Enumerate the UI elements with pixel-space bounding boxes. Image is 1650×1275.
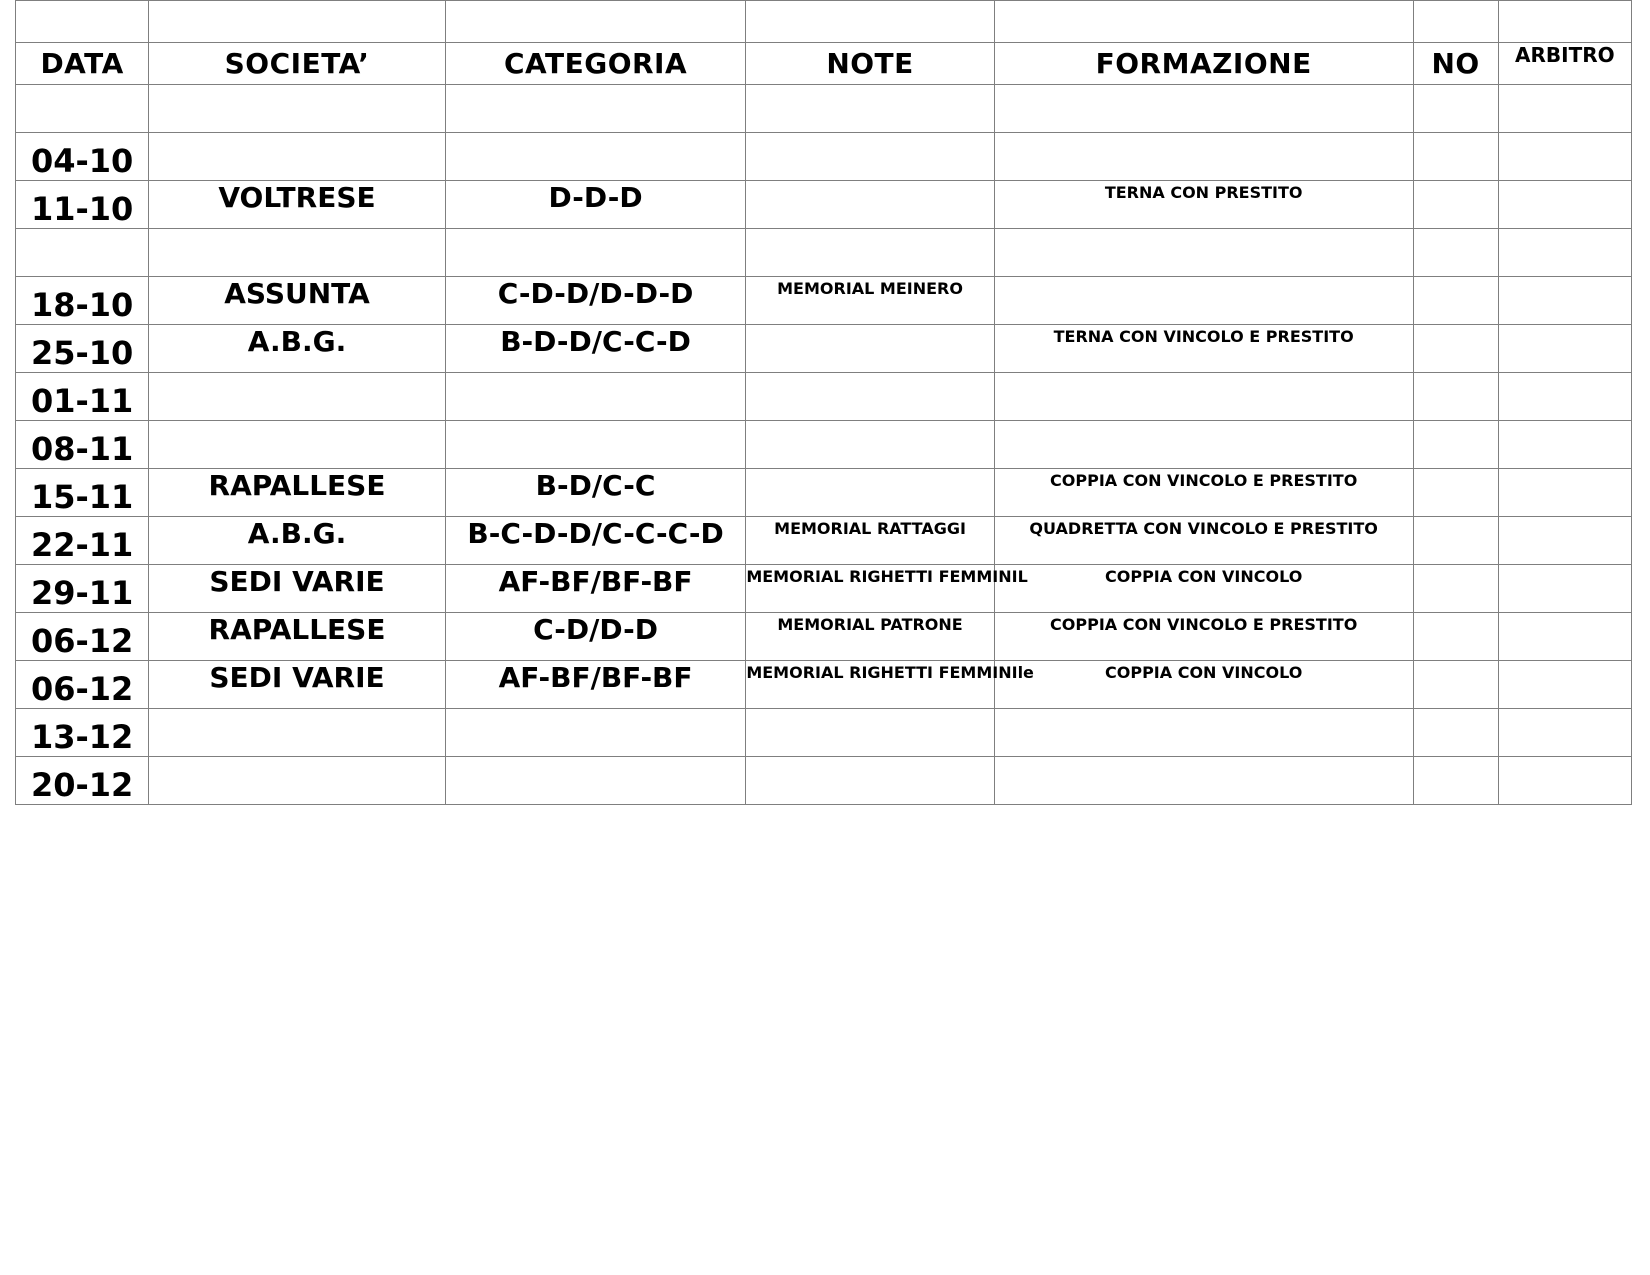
categoria-cell	[445, 757, 746, 805]
no-cell	[1413, 517, 1498, 565]
societa-cell	[149, 421, 446, 469]
no-cell	[1413, 661, 1498, 709]
categoria-cell	[445, 373, 746, 421]
table-row	[16, 565, 1632, 613]
societa-cell: RAPALLESE	[149, 469, 446, 517]
no-cell	[1413, 709, 1498, 757]
note-cell	[746, 181, 994, 229]
table-row	[16, 517, 1632, 565]
date-cell: 29-11	[16, 565, 149, 613]
societa-cell	[149, 85, 446, 133]
table-row	[16, 613, 1632, 661]
arbitro-cell	[1498, 85, 1631, 133]
date-cell: 08-11	[16, 421, 149, 469]
no-cell	[1413, 85, 1498, 133]
date-cell: 11-10	[16, 181, 149, 229]
note-cell	[746, 229, 994, 277]
header-row	[16, 43, 1632, 85]
no-cell	[1413, 325, 1498, 373]
no-cell	[1413, 133, 1498, 181]
no-cell	[1413, 565, 1498, 613]
empty-cell	[149, 1, 446, 43]
formazione-cell	[994, 229, 1413, 277]
table-row	[16, 181, 1632, 229]
empty-top-row	[16, 1, 1632, 43]
header-societa: SOCIETA’	[149, 43, 446, 85]
formazione-cell: COPPIA CON VINCOLO E PRESTITO	[994, 613, 1413, 661]
table-row	[16, 277, 1632, 325]
societa-cell	[149, 133, 446, 181]
note-cell	[746, 133, 994, 181]
categoria-cell: C-D/D-D	[445, 613, 746, 661]
note-cell: MEMORIAL RATTAGGI	[746, 517, 994, 565]
formazione-cell	[994, 133, 1413, 181]
categoria-cell: B-D-D/C-C-D	[445, 325, 746, 373]
note-cell: MEMORIAL RIGHETTI FEMMINIL	[746, 565, 994, 613]
categoria-cell: D-D-D	[445, 181, 746, 229]
formazione-cell	[994, 373, 1413, 421]
no-cell	[1413, 373, 1498, 421]
note-cell	[746, 757, 994, 805]
arbitro-cell	[1498, 325, 1631, 373]
categoria-cell: AF-BF/BF-BF	[445, 565, 746, 613]
header-note: NOTE	[746, 43, 994, 85]
categoria-cell: C-D-D/D-D-D	[445, 277, 746, 325]
formazione-cell	[994, 85, 1413, 133]
date-cell: 13-12	[16, 709, 149, 757]
categoria-cell	[445, 133, 746, 181]
societa-cell: SEDI VARIE	[149, 565, 446, 613]
societa-cell	[149, 757, 446, 805]
table-row	[16, 373, 1632, 421]
date-cell: 15-11	[16, 469, 149, 517]
empty-cell	[994, 1, 1413, 43]
date-cell	[16, 229, 149, 277]
formazione-cell: COPPIA CON VINCOLO	[994, 661, 1413, 709]
header-formazione: FORMAZIONE	[994, 43, 1413, 85]
no-cell	[1413, 613, 1498, 661]
societa-cell: A.B.G.	[149, 517, 446, 565]
arbitro-cell	[1498, 709, 1631, 757]
societa-cell: VOLTRESE	[149, 181, 446, 229]
arbitro-cell	[1498, 373, 1631, 421]
date-cell: 25-10	[16, 325, 149, 373]
header-no: NO	[1413, 43, 1498, 85]
arbitro-cell	[1498, 661, 1631, 709]
header-data: DATA	[16, 43, 149, 85]
formazione-cell: COPPIA CON VINCOLO	[994, 565, 1413, 613]
arbitro-cell	[1498, 565, 1631, 613]
note-cell: MEMORIAL MEINERO	[746, 277, 994, 325]
empty-cell	[1498, 1, 1631, 43]
categoria-cell	[445, 229, 746, 277]
arbitro-cell	[1498, 133, 1631, 181]
table-row	[16, 661, 1632, 709]
date-cell: 20-12	[16, 757, 149, 805]
societa-cell	[149, 229, 446, 277]
societa-cell	[149, 709, 446, 757]
note-cell	[746, 325, 994, 373]
empty-cell	[1413, 1, 1498, 43]
categoria-cell	[445, 85, 746, 133]
formazione-cell: COPPIA CON VINCOLO E PRESTITO	[994, 469, 1413, 517]
table-row	[16, 85, 1632, 133]
empty-cell	[16, 1, 149, 43]
note-cell	[746, 469, 994, 517]
no-cell	[1413, 181, 1498, 229]
arbitro-cell	[1498, 517, 1631, 565]
categoria-cell: B-D/C-C	[445, 469, 746, 517]
formazione-cell: TERNA CON PRESTITO	[994, 181, 1413, 229]
arbitro-cell	[1498, 421, 1631, 469]
societa-cell: ASSUNTA	[149, 277, 446, 325]
date-cell: 18-10	[16, 277, 149, 325]
date-cell: 04-10	[16, 133, 149, 181]
categoria-cell: AF-BF/BF-BF	[445, 661, 746, 709]
table-row	[16, 469, 1632, 517]
arbitro-cell	[1498, 469, 1631, 517]
societa-cell: A.B.G.	[149, 325, 446, 373]
societa-cell: RAPALLESE	[149, 613, 446, 661]
note-cell: MEMORIAL RIGHETTI FEMMINIle	[746, 661, 994, 709]
arbitro-cell	[1498, 757, 1631, 805]
empty-cell	[445, 1, 746, 43]
table-row	[16, 325, 1632, 373]
schedule-table	[15, 0, 1632, 805]
table-row	[16, 421, 1632, 469]
societa-cell	[149, 373, 446, 421]
table-row	[16, 229, 1632, 277]
formazione-cell	[994, 277, 1413, 325]
empty-cell	[746, 1, 994, 43]
formazione-cell	[994, 709, 1413, 757]
note-cell	[746, 85, 994, 133]
categoria-cell	[445, 421, 746, 469]
table-row	[16, 709, 1632, 757]
no-cell	[1413, 277, 1498, 325]
table-row	[16, 757, 1632, 805]
date-cell: 01-11	[16, 373, 149, 421]
header-arbitro: ARBITRO	[1498, 43, 1631, 85]
no-cell	[1413, 229, 1498, 277]
no-cell	[1413, 757, 1498, 805]
categoria-cell	[445, 709, 746, 757]
formazione-cell: TERNA CON VINCOLO E PRESTITO	[994, 325, 1413, 373]
no-cell	[1413, 469, 1498, 517]
date-cell: 06-12	[16, 661, 149, 709]
date-cell: 06-12	[16, 613, 149, 661]
formazione-cell: QUADRETTA CON VINCOLO E PRESTITO	[994, 517, 1413, 565]
formazione-cell	[994, 421, 1413, 469]
arbitro-cell	[1498, 613, 1631, 661]
categoria-cell: B-C-D-D/C-C-C-D	[445, 517, 746, 565]
note-cell: MEMORIAL PATRONE	[746, 613, 994, 661]
societa-cell: SEDI VARIE	[149, 661, 446, 709]
date-cell	[16, 85, 149, 133]
note-cell	[746, 709, 994, 757]
formazione-cell	[994, 757, 1413, 805]
table-row	[16, 133, 1632, 181]
note-cell	[746, 421, 994, 469]
note-cell	[746, 373, 994, 421]
no-cell	[1413, 421, 1498, 469]
arbitro-cell	[1498, 277, 1631, 325]
header-categoria: CATEGORIA	[445, 43, 746, 85]
arbitro-cell	[1498, 181, 1631, 229]
date-cell: 22-11	[16, 517, 149, 565]
arbitro-cell	[1498, 229, 1631, 277]
